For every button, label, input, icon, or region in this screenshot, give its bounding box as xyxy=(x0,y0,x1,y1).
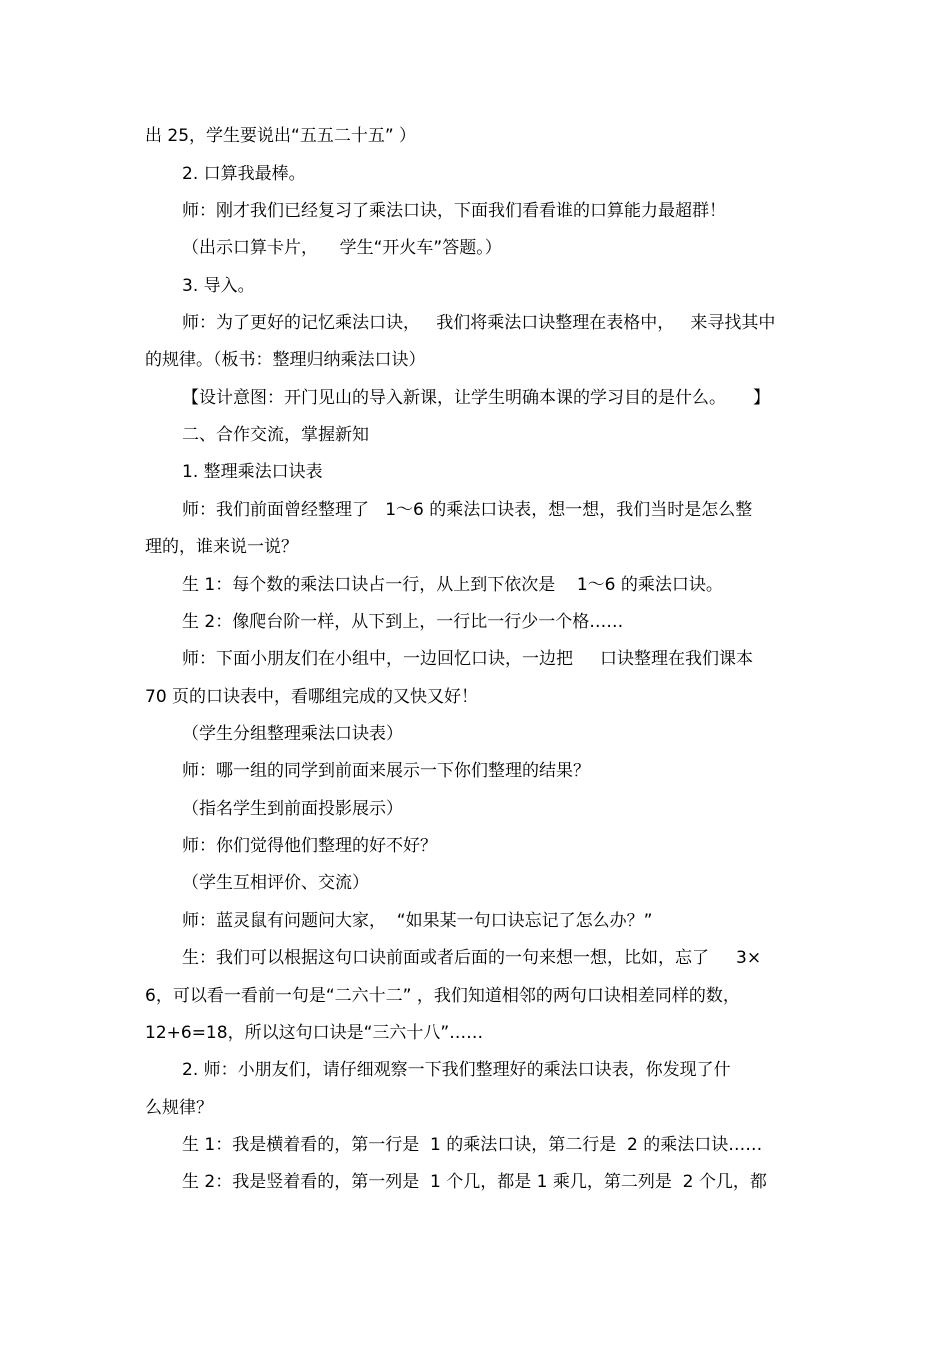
text-line-1: 出 25，学生要说出“五五二十五” ） xyxy=(145,126,417,146)
text-line-18: 师：哪一组的同学到前面来展示一下你们整理的结果？ xyxy=(182,761,590,781)
text-line-28: 生 1：我是横着看的，第一行是 1 的乘法口诀，第二行是 2 的乘法口诀…… xyxy=(182,1135,763,1155)
text-line-25: 12+6=18，所以这句口诀是“三六十八”…… xyxy=(145,1023,484,1043)
text-line-22: 师：蓝灵鼠有问题问大家， “如果某一句口诀忘记了怎么办？” xyxy=(182,911,653,931)
text-line-19: （指名学生到前面投影展示） xyxy=(182,799,403,819)
text-line-3: 师：刚才我们已经复习了乘法口诀，下面我们看看谁的口算能力最超群！ xyxy=(182,201,726,221)
text-line-20: 师：你们觉得他们整理的好不好？ xyxy=(182,836,437,856)
text-line-27: 么规律？ xyxy=(145,1098,213,1118)
text-line-2: 2. 口算我最棒。 xyxy=(182,164,306,184)
text-line-8: 【设计意图：开门见山的导入新课，让学生明确本课的学习目的是什么。 】 xyxy=(182,388,771,408)
text-line-5: 3. 导入。 xyxy=(182,276,255,296)
text-line-13: 生 1：每个数的乘法口诀占一行，从上到下依次是 1～6 的乘法口诀。 xyxy=(182,575,723,595)
text-line-12: 理的，谁来说一说？ xyxy=(145,537,298,557)
text-line-24: 6，可以看一看前一句是“二六十二” ，我们知道相邻的两句口诀相差同样的数， xyxy=(145,986,740,1006)
text-line-15: 师：下面小朋友们在小组中，一边回忆口诀，一边把 口诀整理在我们课本 xyxy=(182,649,754,669)
text-line-7: 的规律。（板书：整理归纳乘法口诀） xyxy=(145,350,426,370)
text-line-21: （学生互相评价、交流） xyxy=(182,873,369,893)
text-line-17: （学生分组整理乘法口诀表） xyxy=(182,724,403,744)
text-line-14: 生 2：像爬台阶一样，从下到上，一行比一行少一个格…… xyxy=(182,612,624,632)
text-line-9: 二、合作交流，掌握新知 xyxy=(182,425,369,445)
text-line-23: 生：我们可以根据这句口诀前面或者后面的一句来想一想，比如，忘了 3× xyxy=(182,948,762,968)
text-line-6: 师：为了更好的记忆乘法口诀， 我们将乘法口诀整理在表格中， 来寻找其中 xyxy=(182,313,776,333)
text-line-29: 生 2：我是竖着看的，第一列是 1 个几，都是 1 乘几，第二列是 2 个几，都 xyxy=(182,1172,767,1192)
text-line-16: 70 页的口诀表中，看哪组完成的又快又好！ xyxy=(145,687,479,707)
text-line-10: 1. 整理乘法口诀表 xyxy=(182,462,323,482)
text-line-26: 2. 师：小朋友们，请仔细观察一下我们整理好的乘法口诀表，你发现了什 xyxy=(182,1060,731,1080)
text-line-11: 师：我们前面曾经整理了 1～6 的乘法口诀表，想一想，我们当时是怎么整 xyxy=(182,500,753,520)
text-line-4: （出示口算卡片， 学生“开火车”答题。） xyxy=(182,238,502,258)
